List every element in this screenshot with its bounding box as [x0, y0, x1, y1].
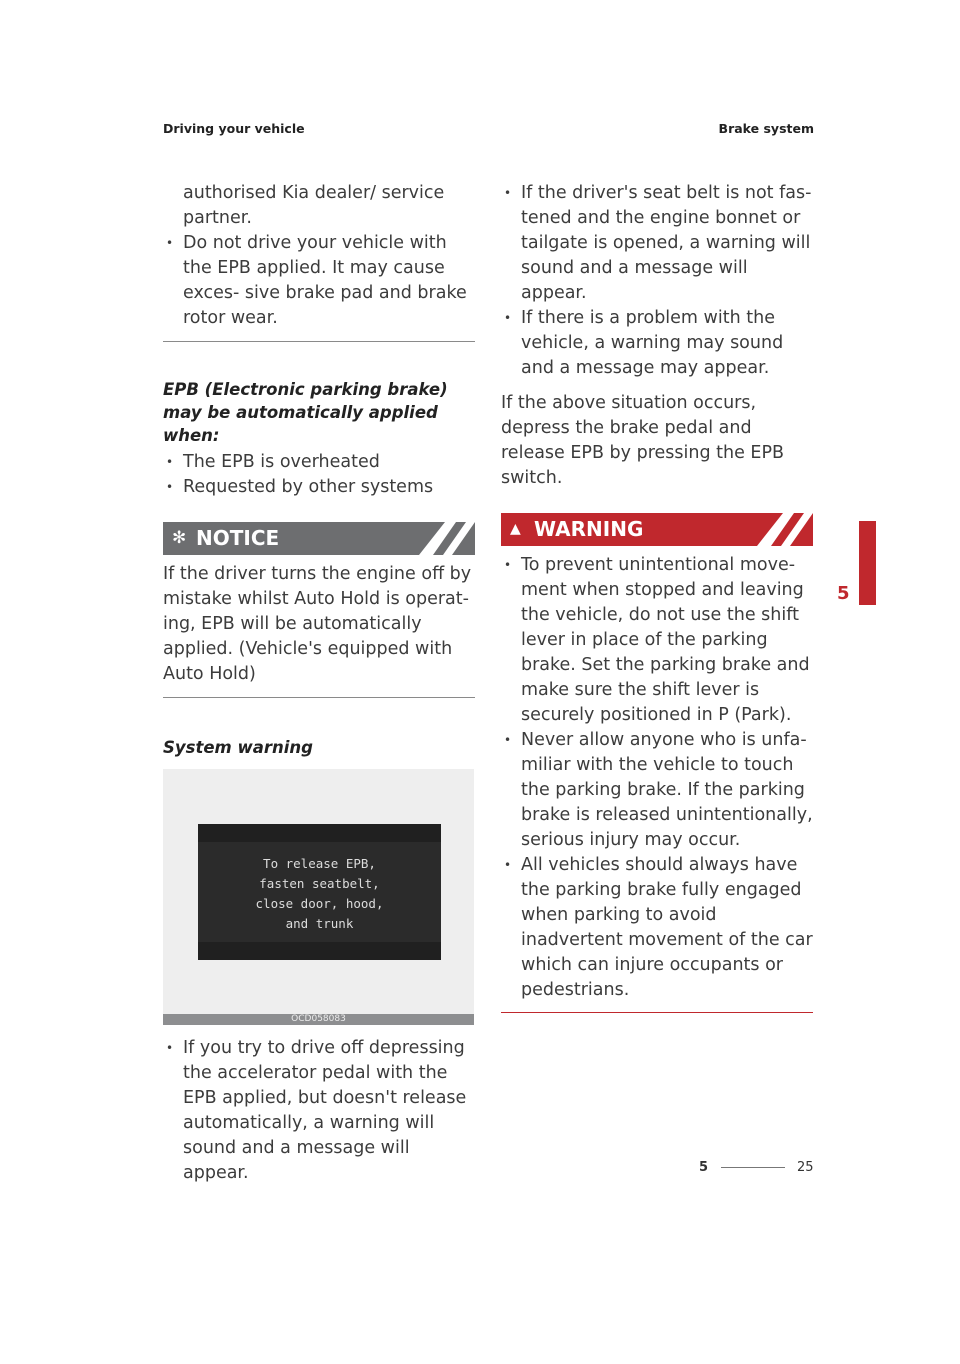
cluster-message	[198, 854, 441, 934]
list-item: • To prevent unintentional move- ment when stopped and leaving the vehicle, do not use the shift lever in place of the parking brake. Set the parking brake and make sure the shift lever is securely positioned in P (Park).	[501, 553, 813, 728]
subheading-system-warning: System warning	[163, 738, 313, 757]
warning-banner	[501, 513, 813, 546]
notice-banner	[163, 522, 475, 555]
cluster-message-line: fasten seatbelt,	[259, 876, 380, 891]
chapter-tab-number: 5	[837, 583, 850, 604]
notice-label: NOTICE	[196, 526, 280, 550]
right-column	[501, 181, 813, 1013]
notice-divider	[163, 697, 475, 698]
cluster-message-line: To release EPB,	[263, 856, 376, 871]
asterisk-icon: ✻	[172, 528, 187, 548]
cluster-message-line: close door, hood,	[255, 896, 384, 911]
list-item: • Requested by other systems	[163, 475, 475, 500]
list-item: • Never allow anyone who is unfa- miliar with the vehicle to touch the parking brake. If the parking brake is released unintentionally, serious injury may occur.	[501, 728, 813, 853]
list-item: • If you try to drive off depressing the accelerator pedal with the EPB applied, but doesn't release automatically, a warning will sound and a message will appear.	[163, 1036, 475, 1186]
left-column	[163, 181, 475, 1186]
figure-code: OCD058083	[163, 1014, 474, 1025]
warning-label: WARNING	[534, 517, 644, 541]
cluster-screen	[198, 824, 441, 960]
list-item: • The EPB is overheated	[163, 450, 475, 475]
stripes-decoration	[419, 522, 475, 555]
list-item: • If there is a problem with the vehicle, a warning may sound and a message may appear.	[501, 306, 813, 381]
list-item: • If the driver's seat belt is not fas- tened and the engine bonnet or tailgate is opened, a warning will sound and a message will appear.	[501, 181, 813, 306]
cluster-display-figure	[163, 769, 474, 1025]
body-paragraph: If the above situation occurs, depress the brake pedal and release EPB by pressing the EPB switch.	[501, 393, 785, 488]
continued-text: authorised Kia dealer/ service partner.	[183, 183, 445, 228]
list-item: • All vehicles should always have the parking brake fully engaged when parking to avoid inadvertent movement of the car which can injure occupants or pedestrians.	[501, 853, 813, 1003]
header-page-topic: Brake system	[718, 121, 814, 136]
warning-divider	[501, 1012, 813, 1013]
section-divider	[163, 341, 475, 342]
warning-triangle-icon: ▲	[510, 521, 521, 537]
footer-divider	[721, 1167, 785, 1168]
list-item: • Do not drive your vehicle with the EPB applied. It may cause exces- sive brake pad and brake rotor wear.	[163, 231, 475, 331]
stripes-decoration	[757, 513, 813, 546]
footer-page-number: 25	[797, 1160, 814, 1175]
footer-chapter-number: 5	[699, 1160, 709, 1175]
subheading-epb-auto-applied: EPB (Electronic parking brake) may be automatically applied when:	[163, 380, 448, 445]
header-section-title: Driving your vehicle	[163, 121, 305, 136]
cluster-message-line: and trunk	[285, 916, 354, 931]
notice-text: If the driver turns the engine off by mistake whilst Auto Hold is operat- ing, EPB will be automatically applied. (Vehicle's equipped with Auto Hold)	[163, 564, 472, 684]
